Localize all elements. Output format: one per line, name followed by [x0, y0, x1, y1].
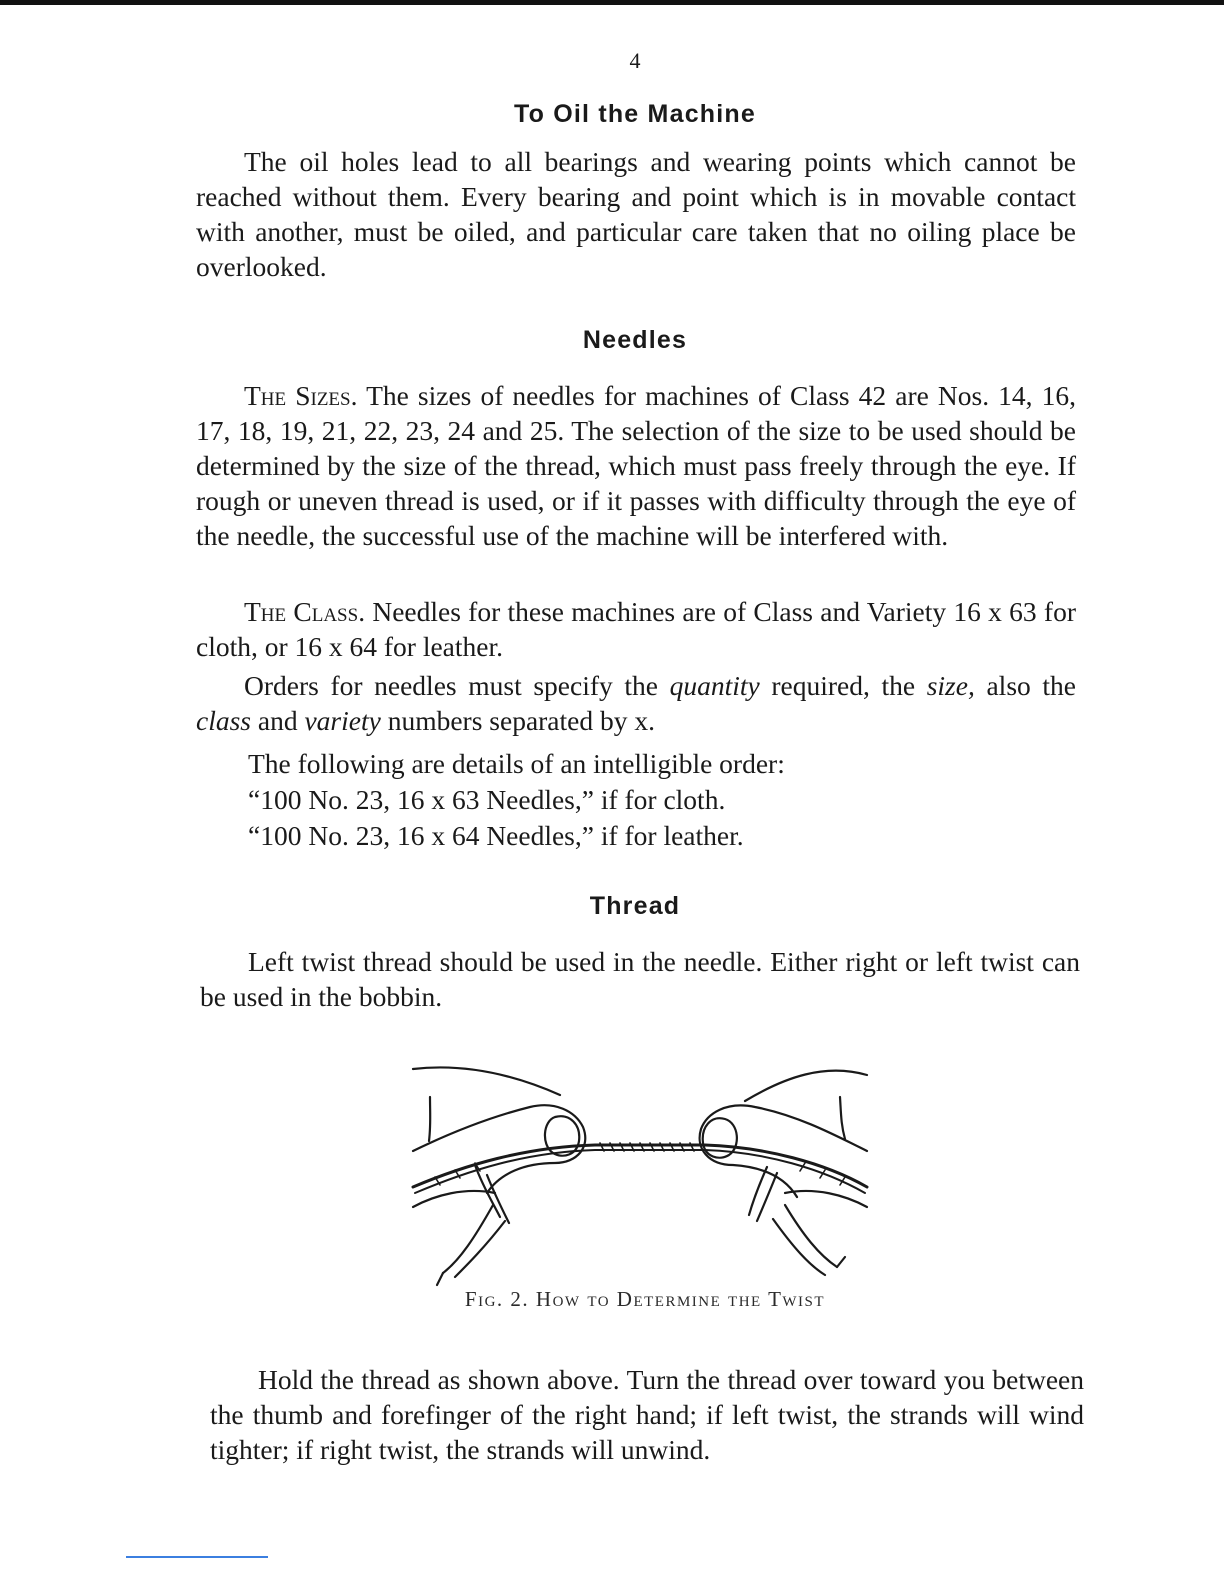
heading-needles: Needles: [582, 326, 688, 354]
orders-text-5: numbers separated by x.: [387, 705, 655, 736]
order-details-line: The following are details of an intelligible order:: [248, 748, 785, 779]
orders-variety: variety: [304, 705, 381, 736]
label-the-sizes: The Sizes.: [244, 380, 358, 411]
orders-class: class: [196, 705, 251, 736]
orders-text-4: and: [257, 705, 298, 736]
text-needle-sizes: The sizes of needles for machines of Class 42 are Nos. 14, 16, 17, 18, 19, 21, 22, 23, 24 and 25. The selection of the size to be used should be determined by the size of the thread, which must pass freely through the eye. If rough or uneven thread is used, or if it passes with difficulty through the eye of the needle, the successful use of the machine will be interfered with.: [196, 380, 1077, 551]
orders-text-2: required, the: [771, 670, 916, 701]
label-the-class: The Class.: [244, 596, 366, 627]
paragraph-needle-class: [196, 594, 1076, 664]
paragraph-needle-orders: [196, 668, 1076, 738]
orders-text-1: Orders for needles must specify the: [244, 670, 658, 701]
thread-strand: [413, 1143, 867, 1193]
text-needle-class: Needles for these machines are of Class and Variety 16 x 63 for cloth, or 16 x 64 for leather.: [196, 596, 1076, 662]
heading-oil-machine: To Oil the Machine: [514, 100, 756, 128]
right-hand-drawing: [700, 1071, 867, 1275]
orders-size: size,: [926, 670, 975, 701]
heading-thread: Thread: [589, 892, 681, 920]
paragraph-oil-machine: The oil holes lead to all bearings and wearing points which cannot be reached without them. Every bearing and point which is in movable contact with another, must be oiled, and particular care taken that no oiling place be overlooked.: [196, 146, 1076, 282]
twist-illustration: [405, 1055, 875, 1290]
order-example-cloth: “100 No. 23, 16 x 63 Needles,” if for cloth.: [248, 784, 726, 815]
figure-caption: Fig. 2. How to Determine the Twist: [464, 1287, 826, 1311]
scan-edge-top: [0, 0, 1224, 5]
scan-edge-bottom-mark: [126, 1556, 268, 1558]
orders-text-3: also the: [986, 670, 1076, 701]
orders-quantity: quantity: [669, 670, 760, 701]
page-number: 4: [629, 48, 641, 73]
paragraph-needle-sizes: [196, 378, 1076, 553]
order-example-leather: “100 No. 23, 16 x 64 Needles,” if for leather.: [248, 820, 744, 851]
paragraph-twist-instructions: Hold the thread as shown above. Turn the thread over toward you between the thumb and forefinger of the right hand; if left twist, the strands will wind tighter; if right twist, the strands will unwind.: [210, 1364, 1084, 1465]
paragraph-thread-twist: Left twist thread should be used in the needle. Either right or left twist can be used in the bobbin.: [200, 946, 1080, 1012]
